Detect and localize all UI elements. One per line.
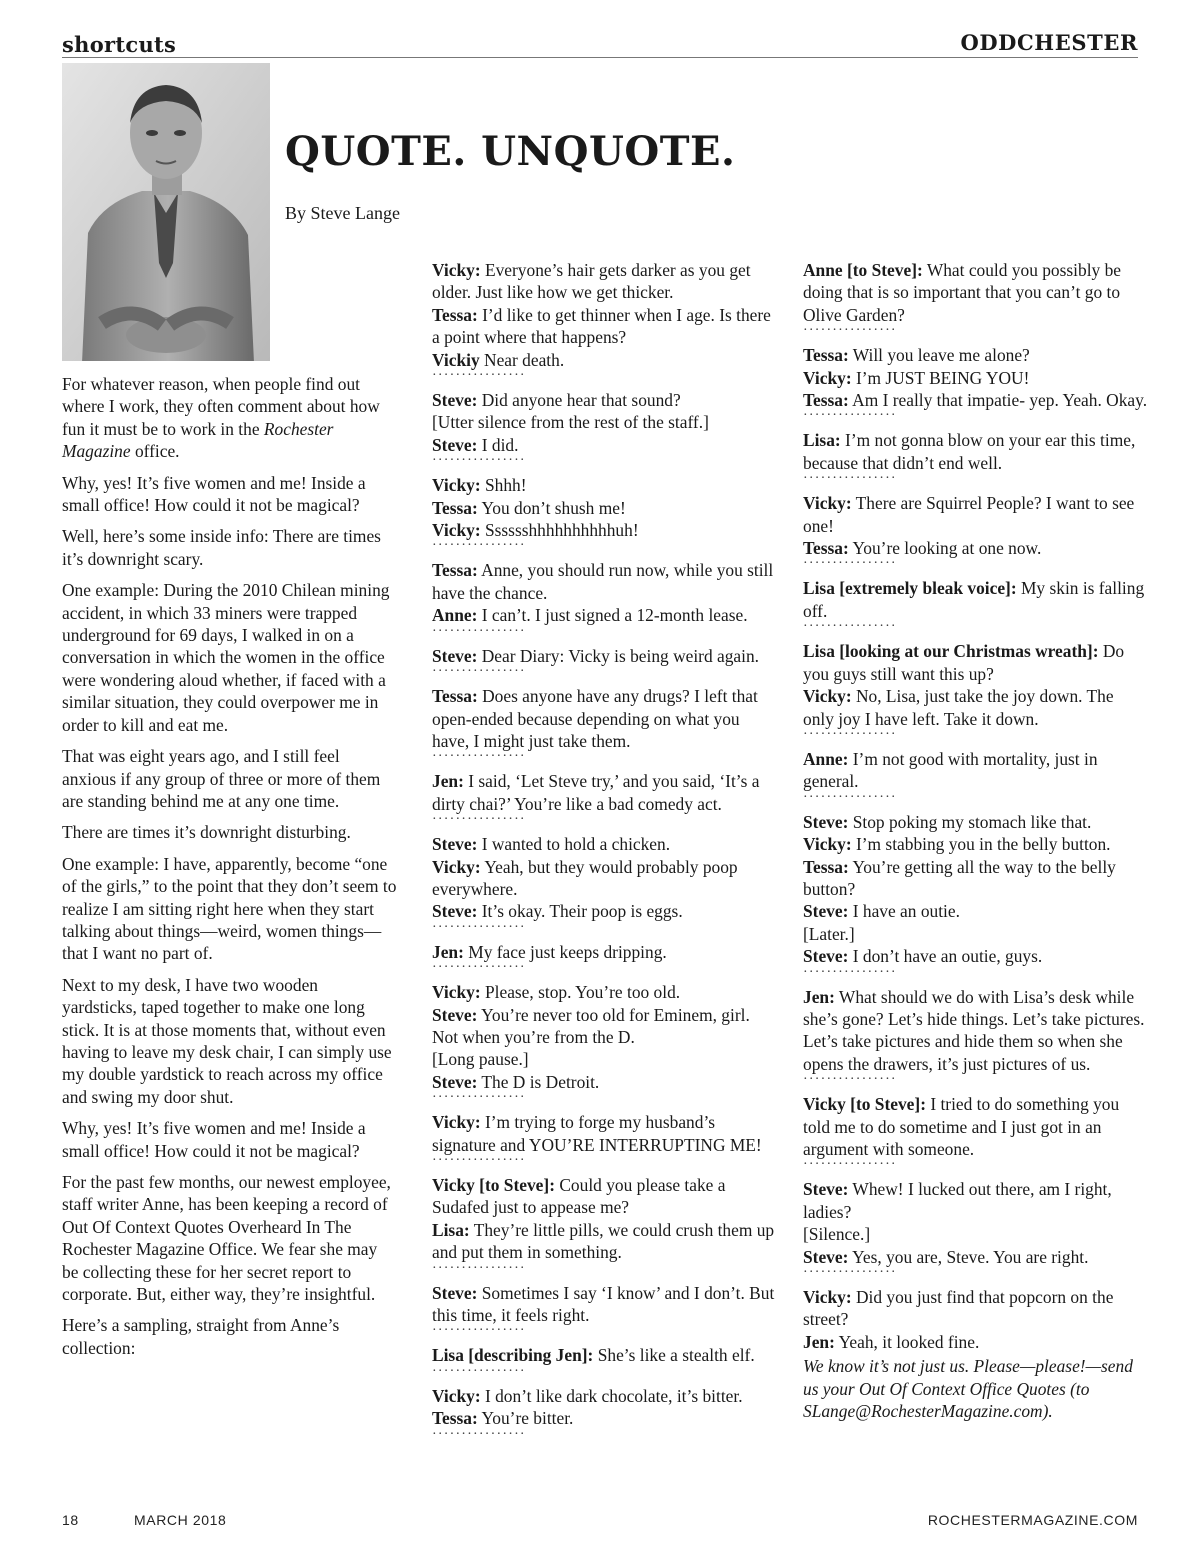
dotted-separator: ················ <box>432 623 526 639</box>
quote-block <box>803 344 1148 411</box>
quote-text: I’m stabbing you in the belly button. <box>851 834 1111 855</box>
speaker-name: Steve: <box>803 1246 849 1267</box>
speaker-name: Vickiy <box>432 349 480 370</box>
dotted-separator: ················ <box>432 1426 526 1442</box>
stage-note: [Later.] <box>803 923 855 944</box>
quote-text: My face just keeps dripping. <box>463 941 667 962</box>
dotted-separator: ················ <box>432 1323 526 1339</box>
speaker-name: Lisa [describing Jen]: <box>432 1345 594 1366</box>
paragraph-text: For whatever reason, when people find out where I work, they often comment about how fun it must be to work in the <box>62 374 380 439</box>
quote-line <box>803 640 1148 685</box>
speaker-name: Vicky: <box>803 834 852 855</box>
speaker-name: Steve: <box>803 811 849 832</box>
intro-paragraph <box>62 853 397 965</box>
speaker-name: Lisa [looking at our Christmas wreath]: <box>803 641 1099 662</box>
speaker-name: Steve: <box>432 645 478 666</box>
dotted-separator: ················ <box>432 919 526 935</box>
speaker-name: Jen: <box>803 1331 835 1352</box>
dotted-separator: ················ <box>432 1153 526 1168</box>
intro-column <box>62 373 397 1368</box>
speaker-name: Lisa: <box>803 430 841 451</box>
speaker-name: Steve: <box>432 1282 478 1303</box>
closing-note: We know it’s not just us. Please—please!—send us your Out Of Context Office Quotes (to SLange@RochesterMagazine.com). <box>803 1356 1133 1422</box>
dotted-separator: ················ <box>432 368 526 384</box>
quote-line <box>432 1111 777 1156</box>
quotes-column-3 <box>803 259 1148 1422</box>
quote-line <box>803 1286 1148 1331</box>
dotted-separator: ················ <box>803 964 897 980</box>
quote-line <box>803 923 1148 945</box>
quote-text: I tried to do something you told me to do sometime and I just got in an argument with someone. <box>803 1094 1120 1159</box>
speaker-name: Vicky: <box>803 493 852 514</box>
speaker-name: Vicky: <box>432 1385 481 1406</box>
speaker-name: Steve: <box>432 434 478 455</box>
speaker-name: Jen: <box>432 771 464 792</box>
quote-text: You’re looking at one now. <box>848 538 1042 559</box>
quote-line <box>432 389 777 411</box>
quote-line <box>803 811 1148 833</box>
intro-paragraph <box>62 1171 397 1305</box>
quote-block <box>803 748 1148 793</box>
quote-line <box>432 770 777 815</box>
quote-line <box>432 304 777 349</box>
speaker-name: Vicky: <box>803 367 852 388</box>
paragraph-text: Why, yes! It’s five women and me! Inside a small office! How could it not be magical? <box>62 1118 366 1161</box>
speaker-name: Vicky: <box>432 856 481 877</box>
quote-text: Stop poking my stomach like that. <box>848 811 1092 832</box>
byline: By Steve Lange <box>285 203 400 223</box>
quote-block <box>432 389 777 456</box>
quote-block <box>803 1286 1148 1353</box>
quote-block <box>803 1093 1148 1160</box>
dotted-separator: ················ <box>803 556 897 572</box>
speaker-name: Vicky: <box>432 1112 481 1133</box>
quote-text: No, Lisa, just take the joy down. The only joy I have left. Take it down. <box>803 686 1114 729</box>
quote-text: Anne, you should run now, while you still have the chance. <box>432 560 774 603</box>
quote-line <box>803 367 1148 389</box>
quote-text: I’m trying to forge my husband’s signature and YOU’RE INTERRUPTING ME! <box>432 1112 762 1155</box>
speaker-name: Anne: <box>803 748 849 769</box>
quote-text: Please, stop. You’re too old. <box>480 982 681 1003</box>
speaker-name: Jen: <box>803 986 835 1007</box>
quote-block <box>432 474 777 541</box>
quote-text: There are Squirrel People? I want to see one! <box>803 493 1135 536</box>
column-label: ODDCHESTER <box>960 30 1138 55</box>
quote-text: You’re never too old for Eminem, girl. Not when you’re from the D. <box>432 1004 750 1047</box>
quote-block <box>432 685 777 752</box>
quote-line <box>432 981 777 1003</box>
dotted-separator: ················ <box>803 789 897 805</box>
quote-text: Will you leave me alone? <box>848 345 1030 366</box>
speaker-name: Tessa: <box>803 856 849 877</box>
quote-line <box>803 833 1148 855</box>
dotted-separator: ················ <box>803 408 897 424</box>
quote-block <box>803 986 1148 1076</box>
quote-block <box>432 833 777 923</box>
quote-line <box>803 685 1148 730</box>
intro-paragraph <box>62 472 397 517</box>
quote-line <box>432 1048 777 1070</box>
dotted-separator: ················ <box>803 1072 897 1088</box>
quote-text: What should we do with Lisa’s desk while she’s gone? Let’s hide things. Let’s take pictures. Let’s take pictures and hide them so when she opens the drawers, it’s just pictures of us. <box>803 986 1145 1074</box>
speaker-name: Tessa: <box>432 497 478 518</box>
dotted-separator: ················ <box>432 1260 526 1276</box>
quote-text: I’m not good with mortality, just in general. <box>803 748 1098 792</box>
speaker-name: Steve: <box>803 901 849 922</box>
quote-block <box>803 577 1148 622</box>
speaker-name: Vicky: <box>432 520 481 541</box>
quote-line <box>803 986 1148 1076</box>
intro-paragraph <box>62 974 397 1108</box>
quote-text: I don’t have an outie, guys. <box>848 946 1043 967</box>
dotted-separator: ················ <box>803 323 897 339</box>
quote-block <box>432 259 777 371</box>
quote-text: The D is Detroit. <box>477 1071 600 1092</box>
paragraph-text: There are times it’s downright disturbing. <box>62 822 351 843</box>
speaker-name: Jen: <box>432 941 464 962</box>
quote-text: Do you guys still want this up? <box>803 641 1125 684</box>
quote-line <box>803 1331 1148 1353</box>
quote-text: I wanted to hold a chicken. <box>477 834 671 855</box>
author-photo <box>62 63 270 361</box>
quote-line <box>432 1282 777 1327</box>
quotes-column-2 <box>432 259 777 1448</box>
header-rule <box>62 57 1138 58</box>
quote-text: You’re bitter. <box>477 1408 574 1429</box>
quote-text: Could you please take a Sudafed just to appease me? <box>432 1175 726 1218</box>
quote-line <box>432 474 777 496</box>
quote-block <box>803 429 1148 474</box>
quote-text: They’re little pills, we could crush them up and put them in something. <box>432 1219 775 1263</box>
quote-line <box>803 856 1148 901</box>
article-title: QUOTE. UNQUOTE. <box>285 128 736 175</box>
quote-line <box>432 856 777 901</box>
paragraph-text: office. <box>130 441 180 462</box>
speaker-name: Tessa: <box>432 304 478 325</box>
intro-paragraph <box>62 745 397 812</box>
dotted-separator: ················ <box>803 471 897 487</box>
quote-text: It’s okay. Their poop is eggs. <box>477 901 683 922</box>
speaker-name: Tessa: <box>432 686 478 707</box>
quote-text: Did anyone hear that sound? <box>477 390 681 411</box>
dotted-separator: ················ <box>432 1090 526 1106</box>
quote-block <box>432 559 777 626</box>
quote-text: Yes, you are, Steve. You are right. <box>848 1246 1089 1267</box>
speaker-name: Vicky [to Steve]: <box>432 1175 555 1195</box>
dotted-separator: ················ <box>432 749 526 765</box>
speaker-name: Steve: <box>432 834 478 855</box>
speaker-name: Lisa [extremely bleak voice]: <box>803 578 1017 599</box>
speaker-name: Anne: <box>432 605 478 626</box>
speaker-name: Tessa: <box>803 390 849 411</box>
quote-block <box>432 770 777 815</box>
speaker-name: Tessa: <box>803 345 849 366</box>
quote-text: She’s like a stealth elf. <box>593 1345 755 1366</box>
speaker-name: Steve: <box>432 1071 478 1092</box>
quote-text: I have an outie. <box>848 901 960 922</box>
quote-text: I don’t like dark chocolate, it’s bitter. <box>480 1385 743 1406</box>
dotted-separator: ················ <box>803 1157 897 1173</box>
quote-line <box>803 1093 1148 1160</box>
quote-text: I can’t. I just signed a 12-month lease. <box>477 605 748 626</box>
paragraph-text: For the past few months, our newest employee, staff writer Anne, has been keeping a record of Out Of Context Quotes Overheard In The Rochester Magazine Office. We fear she may be collecting these for her secret report to corporate. But, either way, they’re insightful. <box>62 1172 391 1305</box>
quote-block <box>803 640 1148 730</box>
quote-line <box>432 1385 777 1407</box>
paragraph-text: Here’s a sampling, straight from Anne’s collection: <box>62 1315 340 1358</box>
quote-line <box>803 259 1148 326</box>
speaker-name: Vicky: <box>432 260 481 280</box>
quote-text: I’m JUST BEING YOU! <box>851 367 1030 388</box>
quote-line <box>803 344 1148 366</box>
paragraph-text: One example: During the 2010 Chilean mining accident, in which 33 miners were trapped underground for 69 days, I walked in on a conversation in which the women in the office were wondering aloud whether, if faced with a similar situation, they could overpower me in order to kill and eat me. <box>62 580 390 735</box>
quote-text: You don’t shush me! <box>477 497 626 518</box>
intro-paragraph <box>62 373 397 463</box>
section-label: shortcuts <box>62 32 177 57</box>
dotted-separator: ················ <box>432 1363 526 1379</box>
speaker-name: Tessa: <box>432 1408 478 1429</box>
quote-text: Yeah, but they would probably poop everywhere. <box>432 856 738 899</box>
speaker-name: Steve: <box>803 1179 849 1200</box>
quote-line <box>432 559 777 604</box>
speaker-name: Steve: <box>432 390 478 411</box>
quote-text: I’m not gonna blow on your ear this time, because that didn’t end well. <box>803 430 1136 473</box>
speaker-name: Vicky: <box>803 686 852 707</box>
quote-line <box>432 497 777 519</box>
quote-text: Dear Diary: Vicky is being weird again. <box>477 645 760 666</box>
quote-block <box>432 1282 777 1327</box>
quote-line <box>803 429 1148 474</box>
quote-line <box>432 1174 777 1219</box>
quote-text: Sometimes I say ‘I know’ and I don’t. But this time, it feels right. <box>432 1282 775 1326</box>
paragraph-text: Next to my desk, I have two wooden yardsticks, taped together to make one long stick. It is at those moments that, without even having to leave my desk chair, I can simply use my double yardstick to reach across my office and swing my door shut. <box>62 974 392 1107</box>
dotted-separator: ················ <box>803 619 897 635</box>
quote-line <box>432 1219 777 1264</box>
quote-text: I did. <box>477 434 519 455</box>
speaker-name: Vicky: <box>432 982 481 1003</box>
speaker-name: Tessa: <box>803 538 849 559</box>
speaker-name: Steve: <box>432 1004 478 1025</box>
quote-text: What could you possibly be doing that is so important that you can’t go to Olive Garden? <box>803 260 1121 325</box>
quote-text: Am I really that impatie- yep. Yeah. Okay. <box>848 390 1148 411</box>
quote-line <box>803 577 1148 622</box>
dotted-separator: ················ <box>803 726 897 742</box>
website-link[interactable]: ROCHESTERMAGAZINE.COM <box>927 1512 1138 1528</box>
intro-paragraph <box>62 525 397 570</box>
intro-paragraph <box>62 1314 397 1359</box>
italic-text: Rochester Magazine <box>62 418 334 462</box>
quote-text: Shhh! <box>480 475 527 496</box>
stage-note: [Utter silence from the rest of the staff.] <box>432 412 709 433</box>
quote-text: Sssssshhhhhhhhhhuh! <box>480 520 639 541</box>
paragraph-text: One example: I have, apparently, become “one of the girls,” to the point that they don’t seem to realize I am sitting right here when they start talking about things—weird, women things—that I want no part of. <box>62 853 397 964</box>
page-number: 18 <box>62 1512 79 1528</box>
quote-text: Does anyone have any drugs? I left that open-ended because depending on what you have, I might just take them. <box>432 686 758 751</box>
quote-block <box>432 1174 777 1264</box>
intro-paragraph <box>62 1117 397 1162</box>
dotted-separator: ················ <box>432 960 526 976</box>
speaker-name: Lisa: <box>432 1219 470 1240</box>
quote-block <box>803 1178 1148 1268</box>
quote-text: You’re getting all the way to the belly button? <box>803 856 1116 899</box>
paragraph-text: Why, yes! It’s five women and me! Inside a small office! How could it not be magical? <box>62 472 366 516</box>
quote-text: Near death. <box>479 349 565 370</box>
dotted-separator: ················ <box>432 664 526 680</box>
quote-block <box>432 981 777 1093</box>
quote-line <box>432 685 777 752</box>
quote-line <box>803 1223 1148 1245</box>
quote-text: Whew! I lucked out there, am I right, ladies? <box>803 1179 1112 1222</box>
dotted-separator: ················ <box>803 1265 897 1281</box>
dotted-separator: ················ <box>432 538 526 554</box>
quote-text: Yeah, it looked fine. <box>834 1331 980 1352</box>
quote-line <box>803 748 1148 793</box>
quote-line <box>432 1004 777 1049</box>
speaker-name: Vicky [to Steve]: <box>803 1094 926 1115</box>
quote-line <box>803 1178 1148 1223</box>
intro-paragraph <box>62 821 397 843</box>
quote-line <box>803 900 1148 922</box>
paragraph-text: That was eight years ago, and I still feel anxious if any group of three or more of them are standing behind me at any one time. <box>62 746 381 811</box>
quote-line <box>432 259 777 304</box>
quote-text: Everyone’s hair gets darker as you get older. Just like how we get thicker. <box>432 260 751 303</box>
stage-note: [Long pause.] <box>432 1049 529 1070</box>
quote-line <box>432 411 777 433</box>
dotted-separator: ················ <box>432 812 526 828</box>
quote-block <box>803 259 1148 326</box>
speaker-name: Vicky: <box>432 475 481 496</box>
speaker-name: Steve: <box>432 901 478 922</box>
stage-note: [Silence.] <box>803 1224 871 1245</box>
issue-date: MARCH 2018 <box>134 1512 227 1528</box>
speaker-name: Tessa: <box>432 560 478 581</box>
quote-text: I said, ‘Let Steve try,’ and you said, ‘It’s a dirty chai?’ You’re like a bad comedy act. <box>432 771 760 814</box>
speaker-name: Vicky: <box>803 1287 852 1308</box>
quote-text: Did you just find that popcorn on the street? <box>803 1287 1114 1330</box>
quote-text: My skin is falling off. <box>803 578 1145 621</box>
speaker-name: Anne [to Steve]: <box>803 260 923 280</box>
speaker-name: Steve: <box>803 946 849 967</box>
dotted-separator: ················ <box>432 453 526 469</box>
quote-block <box>432 1111 777 1156</box>
quote-line <box>432 833 777 855</box>
paragraph-text: Well, here’s some inside info: There are times it’s downright scary. <box>62 526 381 569</box>
quote-block <box>432 1385 777 1430</box>
intro-paragraph <box>62 579 397 736</box>
quote-block <box>803 492 1148 559</box>
quote-block <box>803 811 1148 968</box>
quote-line <box>803 492 1148 537</box>
quote-text: I’d like to get thinner when I age. Is there a point where that happens? <box>432 304 771 348</box>
